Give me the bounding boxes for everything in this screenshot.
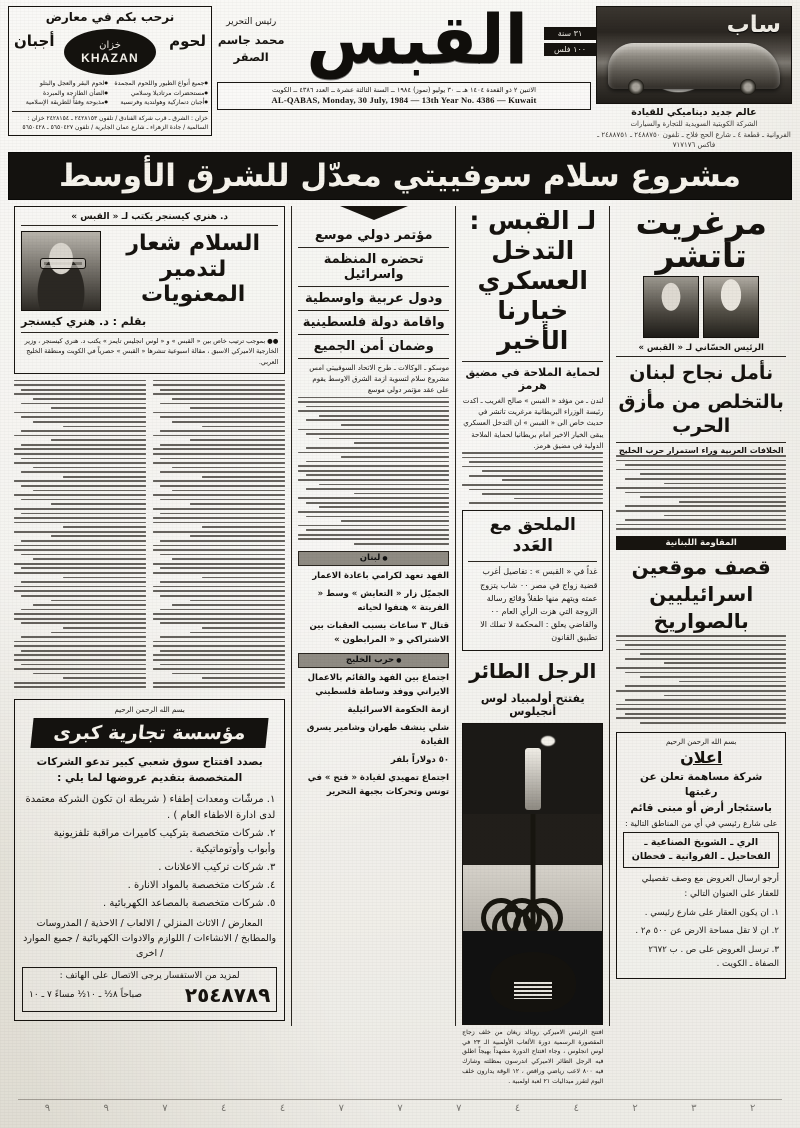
saab-tagline: عالم جديد ديناميكي للقيادة <box>631 107 757 118</box>
intervention-subhead: لحماية الملاحة في مضيق هرمز <box>462 361 603 392</box>
khazan-welcome: نرحب بكم في معارض <box>45 10 175 24</box>
kissinger-body-left <box>153 380 285 691</box>
banner-headline: مشروع سلام سوفييتي معدّل للشرق الأوسط <box>8 152 792 200</box>
portrait-thatcher <box>703 276 759 338</box>
editor-block <box>212 16 290 66</box>
khazan-items-right <box>12 79 108 108</box>
commercial-list-item: ١. مرشّات ومعدات إطفاء ( شريطة ان تكون الشركة معتمدة لدى ادارة الاطفاء العام ) . <box>25 793 276 821</box>
section-item: الجميّل زار « التعايش » وسط « الفريتة » هتفوا لحياته <box>317 588 450 613</box>
column-intervention <box>456 206 609 1086</box>
title-block <box>212 1 596 110</box>
supplement-title: الملحق مع العَدد <box>489 514 576 557</box>
section-item: اجتماع بين الفهد والقائم بالاعمال الايراني ووفد وساطة فلسطيني <box>307 672 450 697</box>
commercial-list-item: ٥. شركات متخصصة بالمصاعد الكهربائية . <box>102 897 276 909</box>
page-number: ٤ <box>514 1103 521 1114</box>
khazan-item: ● مستحضرات مرتاديلا وسلامي <box>112 89 208 99</box>
dateline <box>217 82 591 110</box>
khazan-logo-arabic: خزان <box>99 39 121 51</box>
car-illustration <box>608 43 780 89</box>
supplement-box[interactable] <box>462 510 603 651</box>
commercial-bismillah: بسم الله الرحمن الرحيم <box>114 706 185 715</box>
page-number: ٩ <box>44 1103 51 1114</box>
lease-condition: ١. ان يكون العقار على شارع رئيسي . <box>644 907 779 918</box>
khazan-meat-label: لحوم <box>169 32 206 50</box>
section-tag-gulf-war[interactable]: ● حرب الخليج <box>298 653 449 668</box>
portrait-row <box>616 276 786 338</box>
price-year: ٣١ سنة <box>544 27 596 40</box>
kissinger-portrait <box>21 231 101 311</box>
us-flag-icon <box>514 982 552 999</box>
khazan-item: ● لحوم البقر والعجل والبتلو <box>12 79 108 89</box>
ad-lease[interactable] <box>616 732 786 979</box>
thatcher-dek: الخلافات العربية وراء استمرار حرب الخليج <box>616 442 786 455</box>
intervention-dek: لندن ـ من مؤفد « القبس » صالح الغريب ـ اكدت رئيسة الوزراء البريطانية مرغريت تاتشر في حديث خاص الى « القبس » ان التدخل العسكري يبقى الخيار الاخير امام بريطانيا لحماية الملاحة الدولية في مضيق هرمز. <box>462 397 604 450</box>
footer-page-numbers <box>18 1099 782 1114</box>
olympics-headline: الرجل الطائر <box>469 658 597 683</box>
page-number: ٧ <box>338 1103 344 1114</box>
intervention-headline: التدخل العسكري خيارنا الأخير <box>477 236 588 355</box>
dateline-arabic: الاثنين ٢ ذو القعدة ١٤٠٤ هـ ــ ٣٠ يوليو (تموز) ١٩٨٤ ــ السنة الثالثة عشرة ــ العدد ٤٣٨٦ ــ الكويت <box>272 85 536 94</box>
saab-company: الشركة الكويتية السويدية للتجارة والسيارات <box>630 120 758 128</box>
page-number: ٧ <box>456 1103 462 1114</box>
saab-contact: الفروانية ـ قطعة ٤ ـ شارع الحج فلاح ـ تلفون ٢٤٨٨٧٥٠ ـ ٢٤٨٨٧٥١ ـ فاكس ٧١٧١٧٦ <box>597 131 791 149</box>
column-kissinger <box>8 206 291 1026</box>
khazan-item: ● الضأن الطازجة والمبردة <box>12 89 108 99</box>
lease-condition: ٢. ان لا تقل مساحة الارض عن ٥٠٠ م٢ . <box>635 926 779 937</box>
main-grid <box>8 203 792 1086</box>
page-number: ٣ <box>691 1103 697 1114</box>
commercial-list <box>24 792 275 912</box>
olympic-rings-icon <box>481 898 585 930</box>
portrait-official <box>643 276 699 338</box>
page-number: ٤ <box>279 1103 286 1114</box>
commercial-hours: صباحاً ٨½ ـ ١٠½ مساءً ٧ ـ ١٠ <box>28 989 143 1000</box>
kissinger-note: ●● بموجب ترتيب خاص بين « القبس » و « لوس انجليس تايمز » يكتب د. هنري كيسنجر ، وزير الخارجية الاميركي الاسبق ، مقالة اسبوعية تنشرها « القبس » حصرياً في الكويت ومنطقة الخليج العربي. <box>21 332 278 367</box>
ad-saab[interactable] <box>596 6 792 150</box>
commercial-list-item: ٣. شركات تركيب الاعلانات . <box>158 861 276 873</box>
khazan-branches: خزان : الشرق ـ قرب شركة الفنادق / تلفون ٢٤٢٨١٥٣ ـ ٢٤٢٨١٥٤ خزان : السالمية / جادة الزهراء ـ شارع عمان الجابرية / تلفون ٥٦٥٠٤٢٧ ـ ٥٦٥٠٤٢٨ <box>12 111 208 132</box>
resistance-body-copy <box>616 635 786 724</box>
lease-line-1: شركة مساهمة تعلن عن رغبتها <box>640 770 763 799</box>
resistance-headline: قصف موقعين اسرائيليين بالصواريخ <box>631 555 771 633</box>
olympics-photo <box>462 723 603 1025</box>
olympics-block <box>462 658 603 1088</box>
commercial-categories: المعارض / الاثاث المنزلي / الالعاب / الاحذية / المدروسات والمطابخ / الانشاءات / اللوازم والادوات الكهربائية / جميع الموارد / اخرى <box>23 917 277 959</box>
khazan-items-left <box>112 79 208 108</box>
resistance-label: المقاومة اللبنانية <box>616 536 786 550</box>
ad-khazan[interactable] <box>8 6 212 136</box>
intervention-kicker: لـ القبس : <box>469 206 597 235</box>
price-box <box>544 27 596 56</box>
lease-regions: الري ـ الشويخ الصناعية ـ الفحاحيل ـ الفروانية ـ فحطان <box>623 832 779 869</box>
lease-condition: ٣. ترسل العروض على ص . ب ٢٦٧٢ الصفاة ـ الكويت . <box>648 944 779 970</box>
lease-condition: أرجو ارسال العروض مع وصف تفصيلي للعقار على العنوان التالي : <box>641 874 779 900</box>
thatcher-name-headline: مرغريت تاتشر <box>635 203 767 275</box>
thatcher-headline-1: نأمل نجاح لبنان <box>629 362 774 384</box>
bullets-dateline: موسكو ـ الوكالات ـ طرح الاتحاد السوفييتي امس مشروع سلام لتسوية ازمة الشرق الاوسط يقوم على عقد مؤتمر دولي موسع <box>309 364 450 395</box>
khazan-cheese-label: أجبان <box>14 32 55 50</box>
section-tag-lebanon[interactable]: ● لبنان <box>298 551 449 566</box>
editor-label: رئيس التحرير <box>226 17 277 28</box>
page-number: ٤ <box>221 1103 227 1114</box>
commercial-list-item: ٢. شركات متخصصة بتركيب كاميرات مراقبة تلفزيونية وأبواب وأوتوماتيكية . <box>53 827 276 855</box>
khazan-item: ● أجبان دنماركية وهولندية وفرنسية <box>112 98 208 108</box>
khazan-logo-latin: KHAZAN <box>81 50 139 65</box>
section-item: ازمة الحكومة الاسرائيلية <box>347 704 450 715</box>
kissinger-byline: د. هنري كيسنجر يكتب لـ « القبس » <box>21 212 278 226</box>
page-number: ٢ <box>632 1103 638 1114</box>
bullet-item: تحضره المنظمة واسرائيل <box>298 248 449 287</box>
page-number: ٤ <box>573 1103 580 1114</box>
price-fils: ١٠٠ فلس <box>544 43 596 56</box>
section-item: ٥٠ دولاراً بلفر <box>390 754 450 765</box>
kissinger-written-by: بقلم : د. هنري كيسنجر <box>20 315 147 328</box>
bullet-item: ودول عربية واوسطية <box>298 287 449 311</box>
lease-title: اعلان <box>680 747 723 767</box>
commercial-list-item: ٤. شركات متخصصة بالمواد الانارة . <box>127 879 276 891</box>
page-number: ٩ <box>103 1103 109 1114</box>
section-item: قتال ٣ ساعات بسبب العقبات بين الاشتراكي و « المرابطون » <box>309 620 450 645</box>
commercial-phone-box[interactable] <box>22 967 277 1012</box>
editor-name: محمد جاسم الصقر <box>217 32 285 65</box>
commercial-contact-label: لمزيد من الاستفسار يرجى الاتصال على الهاتف : <box>59 971 240 982</box>
newspaper-logo: القبس <box>306 1 528 80</box>
supplement-body: غداً في « القبس » : تفاصيل أغرب قضية زواج في مصر ٠٠ شاب يتزوج عمته ويتهم منها طفلاً وقائع رسالة الزوجة التي هزت الرأي العام ٠٠ والقاضي يعلق : المحكمة لا تملك الا تطبيق القانون <box>468 561 597 644</box>
page-number: ٢ <box>749 1103 756 1114</box>
intervention-body-copy <box>462 452 603 504</box>
lease-bismillah: بسم الله الرحمن الرحيم <box>666 737 737 746</box>
ad-commercial[interactable] <box>14 699 285 1021</box>
masthead <box>8 1 792 149</box>
saab-brand-label: ساب <box>726 12 781 38</box>
kissinger-body-right <box>14 380 146 691</box>
section-item: الفهد تعهد لكرامي باعادة الاعمار <box>312 570 450 581</box>
thatcher-body-copy <box>616 455 786 530</box>
bullets-body-copy <box>298 397 449 545</box>
bullet-item: مؤتمر دولي موسع <box>298 224 449 248</box>
olympics-subhead: يفتتح أولمبياد لوس أنجيلوس <box>480 691 585 718</box>
column-thatcher <box>610 203 792 1026</box>
khazan-item: ● جميع أنواع الطيور واللحوم المجمدة <box>112 79 208 89</box>
section-item: اجتماع تمهيدي لقيادة « فتح » في تونس وتحركات بجبهة التحرير <box>307 772 450 797</box>
page-number: ٧ <box>162 1103 168 1114</box>
commercial-intro: بصدد افتتاح سوق شعبي كبير تدعو الشركات المتخصصة بتقديم عروضها لما يلي : <box>36 756 263 785</box>
lease-sub: على شارع رئيسي في أي من المناطق التالية : <box>625 818 778 828</box>
kissinger-headline: السلام شعار لتدمير المعنويات <box>126 231 260 308</box>
thatcher-headline-2: بالتخلص من مأزق الحرب <box>618 390 784 438</box>
section-item: شلي ينشف طهران وشامير يسرق القيادة <box>306 722 450 747</box>
lease-line-2: باستئجار أرض أو مبنى قائم <box>630 802 772 815</box>
thatcher-kicker: الرئيس الحسّاني لـ « القبس » <box>616 343 786 357</box>
kissinger-columns <box>14 380 285 691</box>
saab-photo <box>596 6 792 104</box>
page-number: ٧ <box>397 1103 403 1114</box>
commercial-banner: مؤسسة تجارية كبرى <box>30 718 268 748</box>
column-bullets <box>292 206 455 1026</box>
kissinger-box <box>14 206 285 374</box>
bullet-item: واقامة دولة فلسطينية <box>298 311 449 335</box>
khazan-logo <box>64 29 156 75</box>
dateline-english: AL-QABAS, Monday, 30 July, 1984 — 13th Year No. 4386 — Kuwait <box>271 94 537 105</box>
commercial-phone-number[interactable]: ٢٥٤٨٧٨٩ <box>184 983 271 1008</box>
arrow-down-icon <box>340 206 408 220</box>
jetpack-figure <box>525 748 541 810</box>
bullet-item: وضمان أمن الجميع <box>298 335 449 359</box>
olympics-caption: افتتح الرئيس الاميركي رونالد ريغان من خلف زجاج المقصورة الرسمية دورة الألعاب الأولمبية الـ ٢٣ في لوس انجلوس ، وجاء افتتاح الدورة مشهداً بهيجاً اطلق فيه الرجل الطائر الاميركي اندرسون بمظلته وشارك فيه ٨٠٠ لاعب رياضي وراقص ، ١٢ الوقة يدارون خلف اليوم لتقرر ميداليات ٢١ لعبة اولمبية . <box>462 1028 604 1086</box>
khazan-item: ● مذبوحة وفقاً للطريقة الإسلامية <box>12 98 108 108</box>
smoke-puff <box>541 736 555 746</box>
